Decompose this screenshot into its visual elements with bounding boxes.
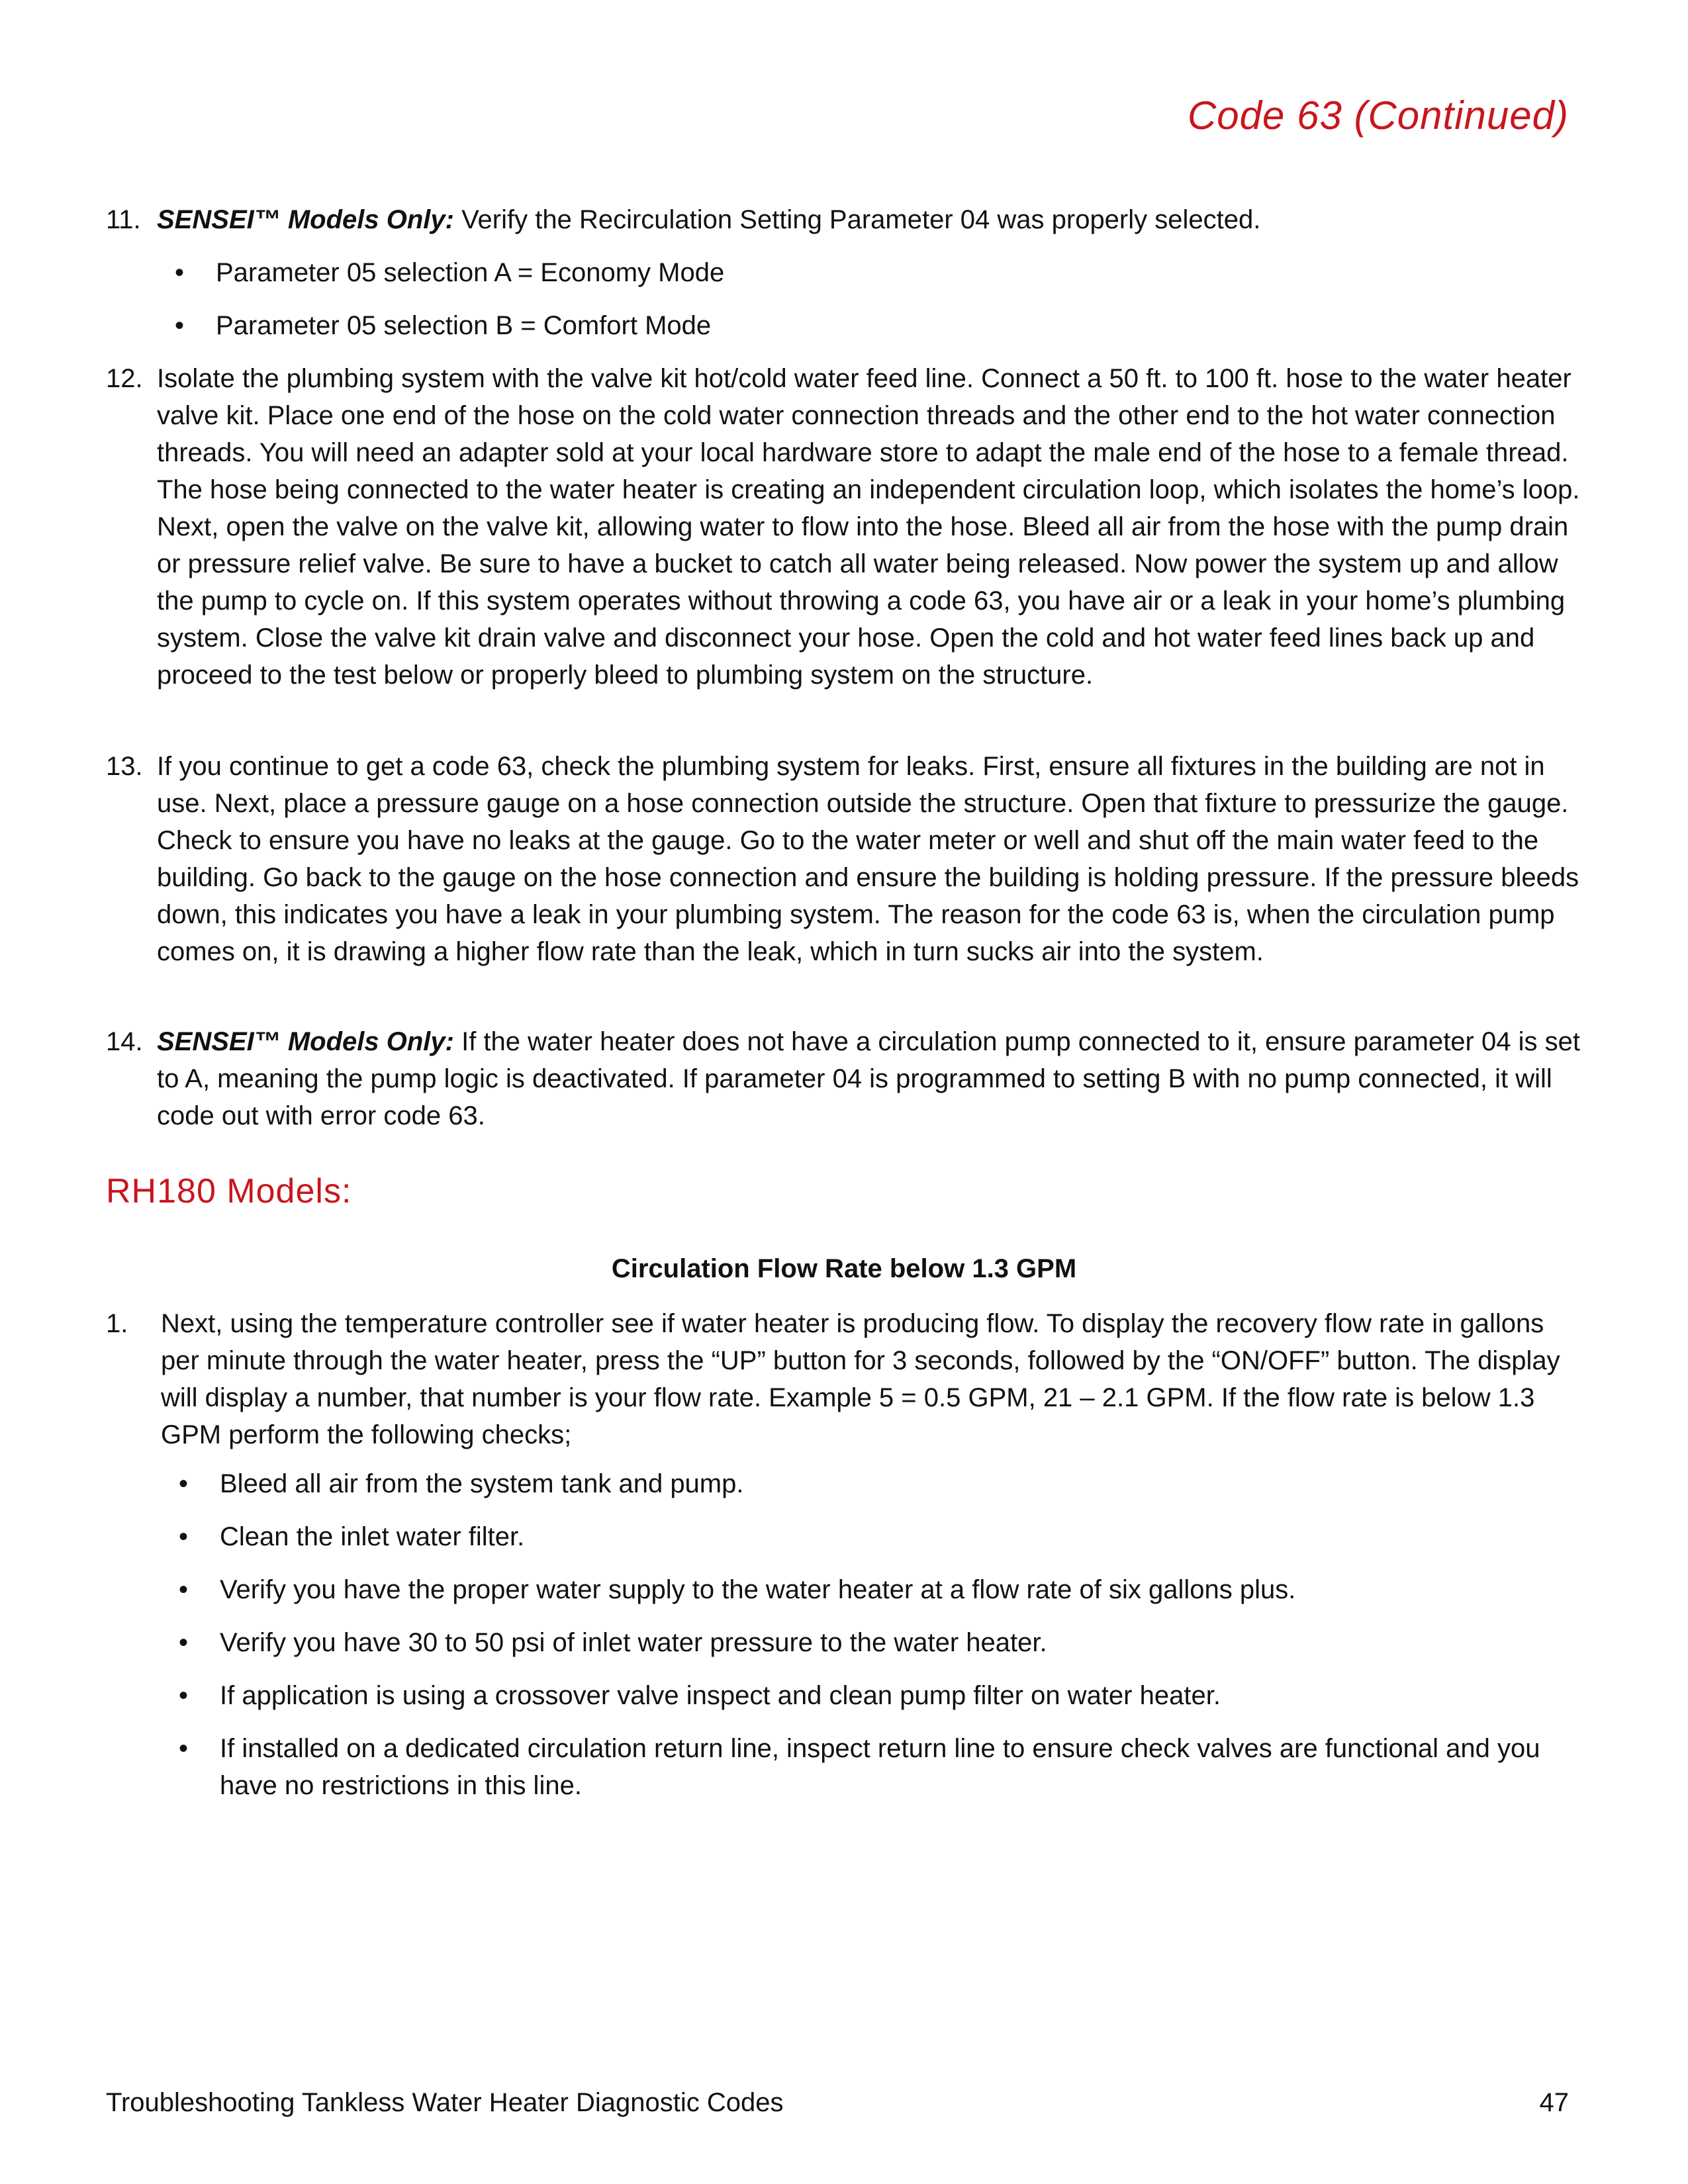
bullet-icon: • (178, 1469, 188, 1498)
step-text: Isolate the plumbing system with the valve kit hot/cold water feed line. Connect a 50 ft. to 100 ft. hose to the water heater valve kit. Place one end of the hose on the cold water connection threads and the other end to the hot water connection threads. You will need an adapter sold at your local hardware store to adapt the male end of the hose to a female thread. The hose being connected to the water heater is creating an independent circulation loop, which isolates the home’s loop. Next, open the valve on the valve kit, allowing water to flow into the hose. Bleed all air from the hose with the pump drain or pressure relief valve. Be sure to have a bucket to catch all water being released. Now power the system up and allow the pump to cycle on. If this system operates without throwing a code 63, you have air or a leak in your home’s plumbing system. Close the valve kit drain valve and disconnect your hose. Open the cold and hot water feed lines back up and proceed to the test below or properly bleed to plumbing system on the structure. (157, 364, 1580, 690)
list-item (106, 1730, 1582, 1804)
section-heading-rh180: RH180 Models: (106, 1172, 352, 1210)
bullet-icon: • (178, 1522, 188, 1551)
bullet-text: Parameter 05 selection B = Comfort Mode (216, 311, 712, 340)
subheading-flow-rate: Circulation Flow Rate below 1.3 GPM (611, 1254, 1077, 1283)
list-number: 12. (106, 364, 143, 393)
list-item (106, 360, 1582, 694)
bullet-text: If application is using a crossover valve inspect and clean pump filter on water heater. (220, 1681, 1221, 1710)
bullet-icon: • (178, 1681, 188, 1710)
list-item (106, 1023, 1582, 1134)
bullet-icon: • (178, 1575, 188, 1604)
rh180-bullets (106, 1465, 1582, 1804)
list-item (106, 1305, 1582, 1453)
list-item (106, 201, 1582, 238)
step-text: If you continue to get a code 63, check the plumbing system for leaks. First, ensure all fixtures in the building are not in use. Next, place a pressure gauge on a hose connection outside the structure. Open that fixture to pressurize the gauge. Check to ensure you have no leaks at the gauge. Go to the water meter or well and shut off the main water feed to the building. Go back to the gauge on the hose connection and ensure the building is holding pressure. If the pressure bleeds down, this indicates you have a leak in your plumbing system. The reason for the code 63 is, when the circulation pump comes on, it is drawing a higher flow rate than the leak, which in turn sucks air into the system. (157, 752, 1579, 966)
page-header-title: Code 63 (Continued) (1187, 93, 1569, 138)
step-12 (106, 360, 1582, 694)
bullet-text: Verify you have the proper water supply to the water heater at a flow rate of six gallons plus. (220, 1575, 1296, 1604)
bullet-text: Bleed all air from the system tank and pump. (220, 1469, 744, 1498)
bullet-text: Parameter 05 selection A = Economy Mode (216, 258, 725, 287)
footer-title: Troubleshooting Tankless Water Heater Diagnostic Codes (106, 2088, 784, 2117)
list-item (106, 748, 1582, 970)
bullet-icon: • (174, 258, 184, 287)
sensei-lead: SENSEI™ Models Only: (157, 1027, 454, 1056)
bullet-icon: • (178, 1734, 188, 1763)
bullet-text: Verify you have 30 to 50 psi of inlet water pressure to the water heater. (220, 1628, 1047, 1657)
bullet-text: If installed on a dedicated circulation return line, inspect return line to ensure check valves are functional and you have no restrictions in this line. (220, 1734, 1540, 1800)
bullet-text: Clean the inlet water filter. (220, 1522, 525, 1551)
list-number: 11. (106, 205, 141, 234)
step-13 (106, 748, 1582, 970)
bullet-icon: • (174, 311, 184, 340)
step-text: Next, using the temperature controller see if water heater is producing flow. To display the recovery flow rate in gallons per minute through the water heater, press the “UP” button for 3 seconds, followed by the “ON/OFF” button. The display will display a number, that number is your flow rate. Example 5 = 0.5 GPM, 21 – 2.1 GPM. If the flow rate is below 1.3 GPM perform the following checks; (161, 1309, 1560, 1449)
bullet-icon: • (178, 1628, 188, 1657)
list-item (106, 1465, 1582, 1502)
list-item (106, 254, 1582, 291)
page-number: 47 (1539, 2088, 1569, 2117)
list-item (106, 1571, 1582, 1608)
step-text: If the water heater does not have a circulation pump connected to it, ensure parameter 04 is set to A, meaning the pump logic is deactivated. If parameter 04 is programmed to setting B with no pump connected, it will code out with error code 63. (157, 1027, 1580, 1130)
sensei-lead: SENSEI™ Models Only: (157, 205, 454, 234)
list-number: 13. (106, 752, 143, 781)
step-text: Verify the Recirculation Setting Parameter 04 was properly selected. (453, 205, 1261, 234)
step-11 (106, 201, 1582, 238)
list-number: 14. (106, 1027, 143, 1056)
step-14 (106, 1023, 1582, 1134)
step-11-bullets-2 (106, 307, 1582, 344)
list-item (106, 1624, 1582, 1661)
step-11-bullets (106, 254, 1582, 291)
list-item (106, 1518, 1582, 1555)
list-number: 1. (106, 1309, 128, 1338)
list-item (106, 1677, 1582, 1714)
list-item (106, 307, 1582, 344)
rh180-step-1 (106, 1305, 1582, 1453)
